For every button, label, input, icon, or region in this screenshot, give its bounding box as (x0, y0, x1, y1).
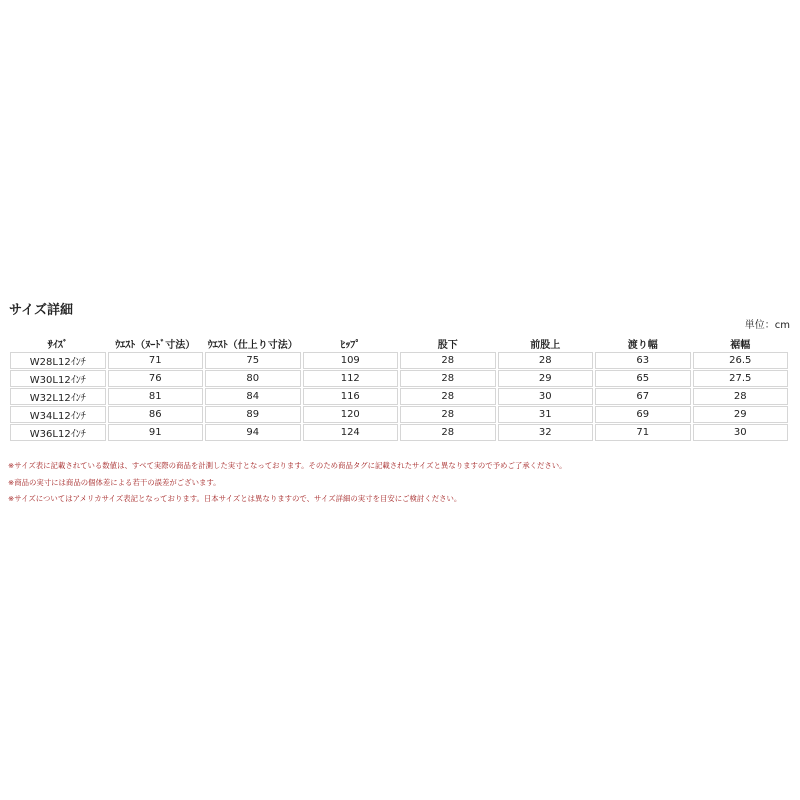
table-cell: 30 (693, 424, 789, 441)
notes-section (8, 458, 792, 508)
header-inseam: 股下 (437, 340, 458, 351)
table-cell: W28L12ｲﾝﾁ (10, 352, 106, 369)
unit-label: 単位：cm (744, 320, 790, 331)
header-front-rise: 前股上 (530, 340, 561, 351)
header-row (10, 336, 788, 351)
header-waist-finished: ｳｴｽﾄ（仕上り寸法） (207, 340, 298, 351)
table-cell: 28 (400, 352, 496, 369)
table-cell: 120 (303, 406, 399, 423)
table-cell: 28 (400, 406, 496, 423)
table-cell: W30L12ｲﾝﾁ (10, 370, 106, 387)
table-row (10, 406, 788, 423)
table-cell: 29 (498, 370, 594, 387)
table-cell: 31 (498, 406, 594, 423)
table-cell: 91 (108, 424, 204, 441)
table-cell: 32 (498, 424, 594, 441)
header-hem-width: 裾幅 (730, 340, 751, 351)
table-row (10, 370, 788, 387)
table-cell: 76 (108, 370, 204, 387)
table-cell: 89 (205, 406, 301, 423)
table-row (10, 424, 788, 441)
table-cell: W34L12ｲﾝﾁ (10, 406, 106, 423)
table-cell: 81 (108, 388, 204, 405)
table-cell: 124 (303, 424, 399, 441)
size-table (8, 335, 790, 442)
header-thigh-width: 渡り幅 (627, 340, 658, 351)
table-cell: 80 (205, 370, 301, 387)
table-cell: 65 (595, 370, 691, 387)
table-cell: 28 (400, 388, 496, 405)
table-cell: 71 (595, 424, 691, 441)
table-row (10, 388, 788, 405)
table-cell: 75 (205, 352, 301, 369)
table-cell: 29 (693, 406, 789, 423)
note-measurement: ※サイズ表に記載されている数値は、すべて実際の商品を計測した実寸となっております。そのため商品タグに記載されたサイズと異なりますので予めご了承ください。 (8, 461, 567, 470)
table-cell: 109 (303, 352, 399, 369)
table-cell: 63 (595, 352, 691, 369)
page-title: サイズ詳細 (9, 303, 73, 318)
table-cell: 69 (595, 406, 691, 423)
table-cell: W32L12ｲﾝﾁ (10, 388, 106, 405)
note-us-sizing: ※サイズについてはアメリカサイズ表記となっております。日本サイズとは異なりますので、サイズ詳細の実寸を目安にご検討ください。 (8, 494, 462, 503)
table-cell: 28 (400, 424, 496, 441)
table-cell: 27.5 (693, 370, 789, 387)
table-cell: 112 (303, 370, 399, 387)
header-waist-nude: ｳｴｽﾄ（ﾇｰﾄﾞ寸法） (115, 340, 196, 351)
table-cell: 26.5 (693, 352, 789, 369)
table-cell: 28 (400, 370, 496, 387)
note-tolerance: ※商品の実寸には商品の個体差による若干の誤差がございます。 (8, 477, 221, 487)
table-cell: 84 (205, 388, 301, 405)
table-cell: 116 (303, 388, 399, 405)
table-cell: 86 (108, 406, 204, 423)
table-cell: W36L12ｲﾝﾁ (10, 424, 106, 441)
table-cell: 30 (498, 388, 594, 405)
table-cell: 71 (108, 352, 204, 369)
header-size: ｻｲｽﾞ (47, 340, 68, 351)
table-cell: 94 (205, 424, 301, 441)
table-cell: 28 (498, 352, 594, 369)
table-row (10, 352, 788, 369)
table-cell: 28 (693, 388, 789, 405)
table-cell: 67 (595, 388, 691, 405)
header-hip: ﾋｯﾌﾟ (340, 340, 361, 351)
